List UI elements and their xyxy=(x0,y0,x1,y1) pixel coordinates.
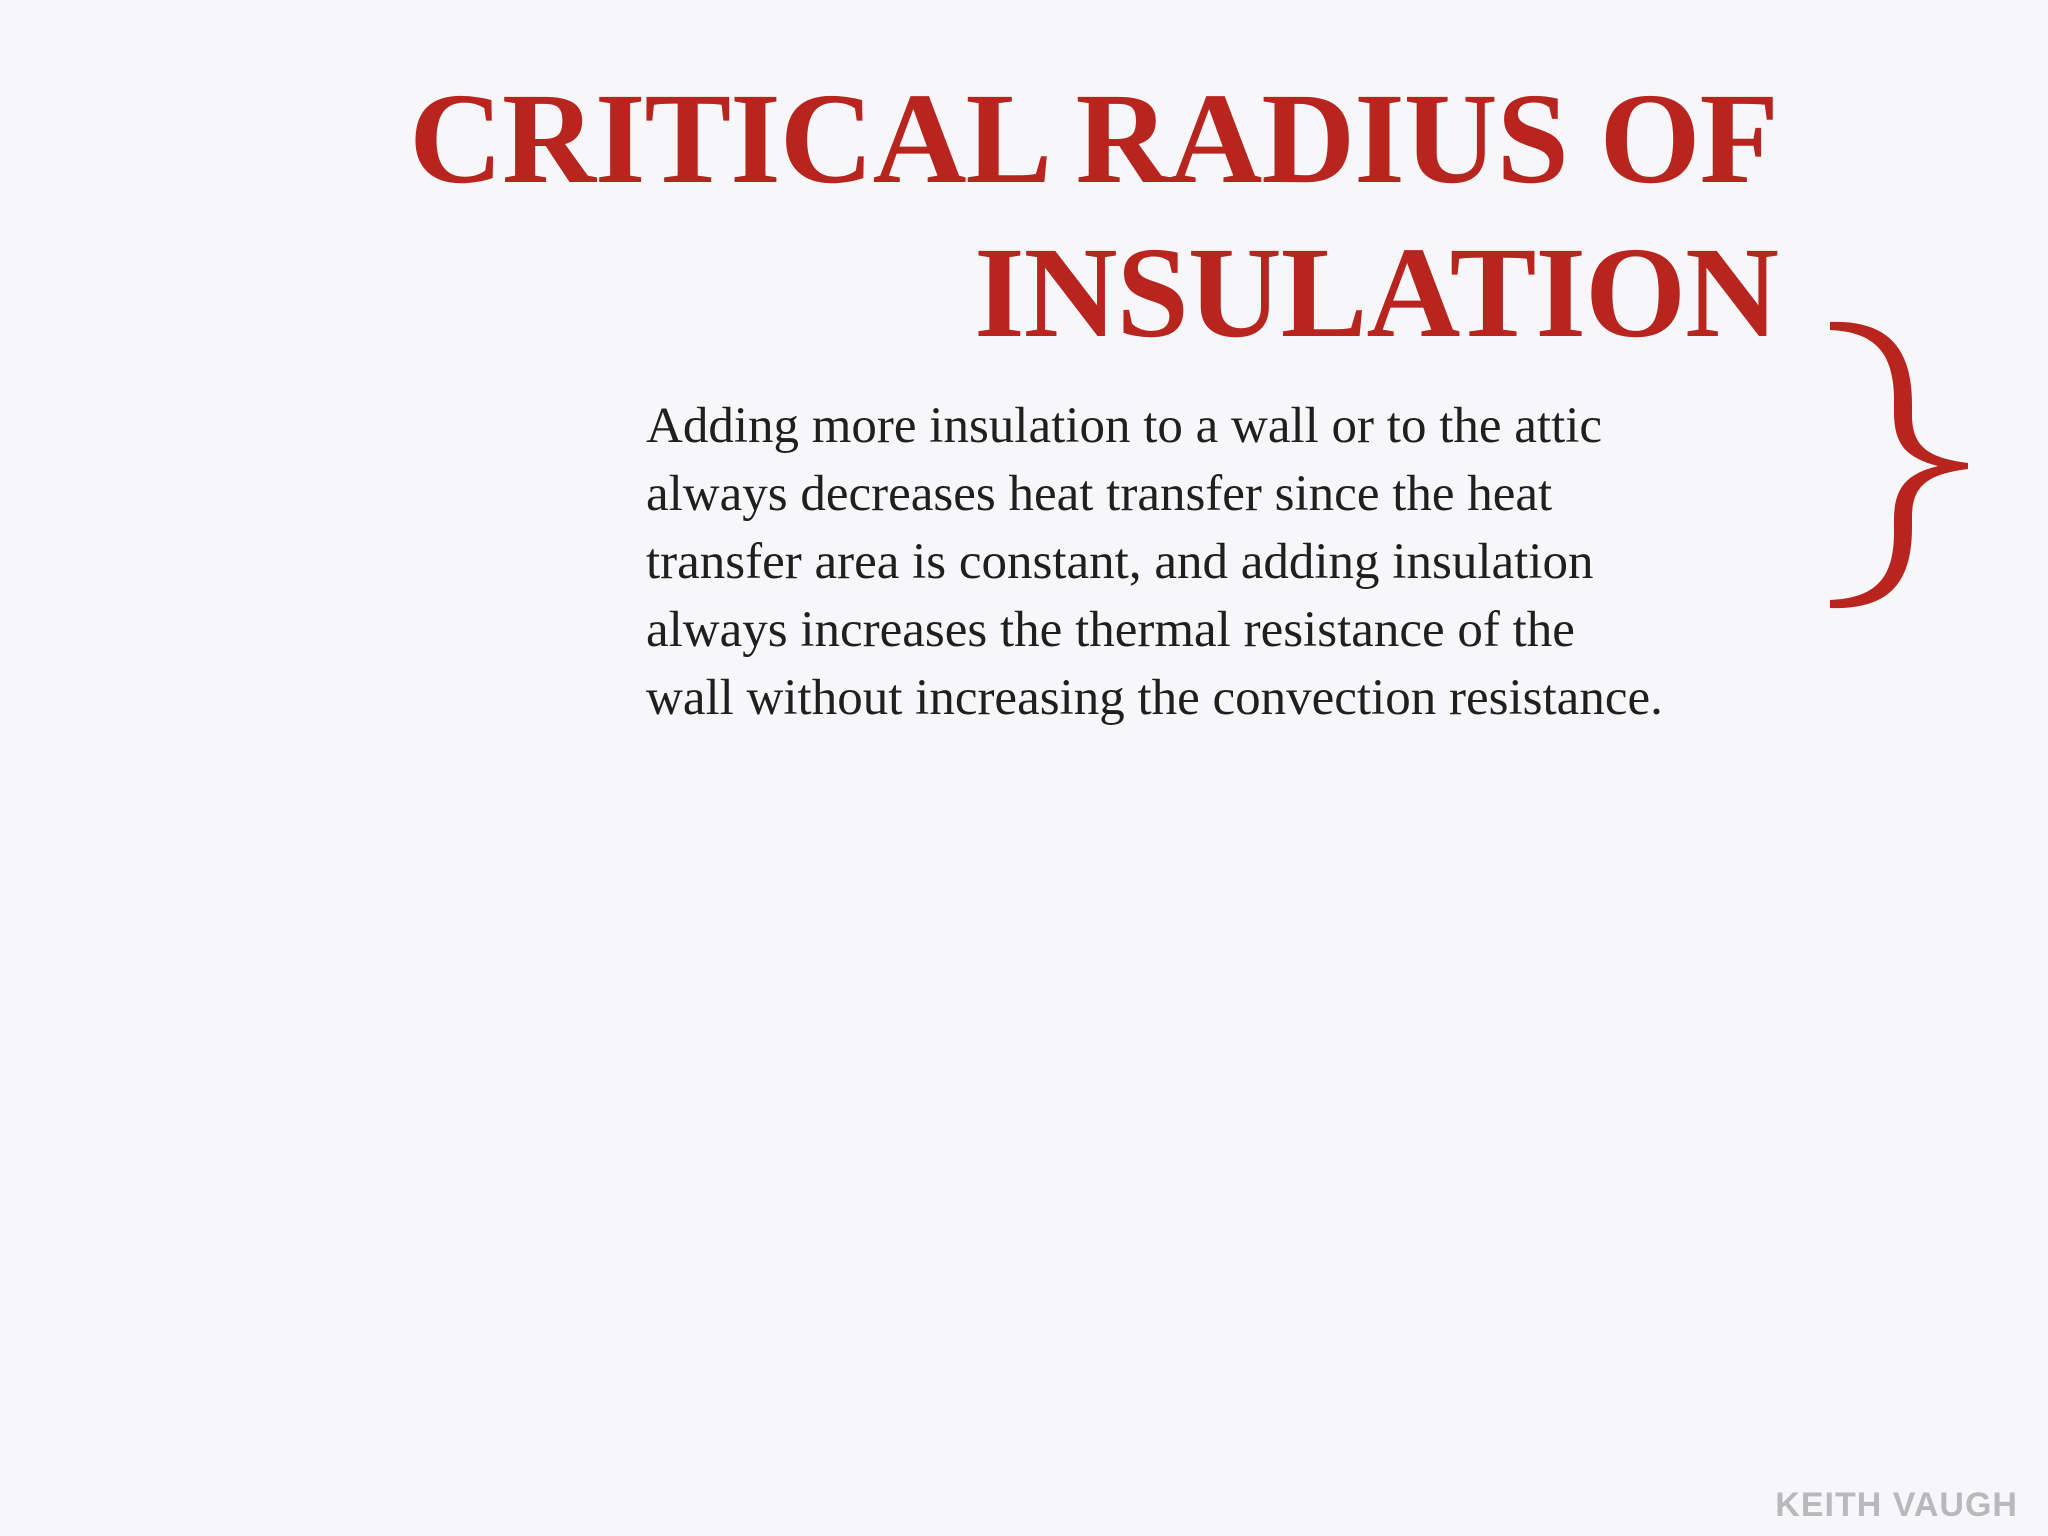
slide-title-line-1: CRITICAL RADIUS OF xyxy=(409,67,1778,211)
slide-title xyxy=(278,62,1778,370)
slide-title-line-2: INSULATION xyxy=(974,221,1778,365)
svg-text:KEITH VAUGH: KEITH VAUGH xyxy=(1775,1486,2018,1524)
body-line-1: Adding more insulation to a wall or to the attic xyxy=(646,398,1603,454)
body-line-5: wall without increasing the convection resistance. xyxy=(646,670,1663,726)
body-line-2: always decreases heat transfer since the heat xyxy=(646,466,1553,522)
body-line-3: transfer area is constant, and adding insulation xyxy=(646,534,1594,590)
body-line-4: always increases the thermal resistance of the xyxy=(646,602,1575,658)
watermark-logo xyxy=(1740,1480,2020,1526)
body-paragraph xyxy=(646,392,1886,732)
